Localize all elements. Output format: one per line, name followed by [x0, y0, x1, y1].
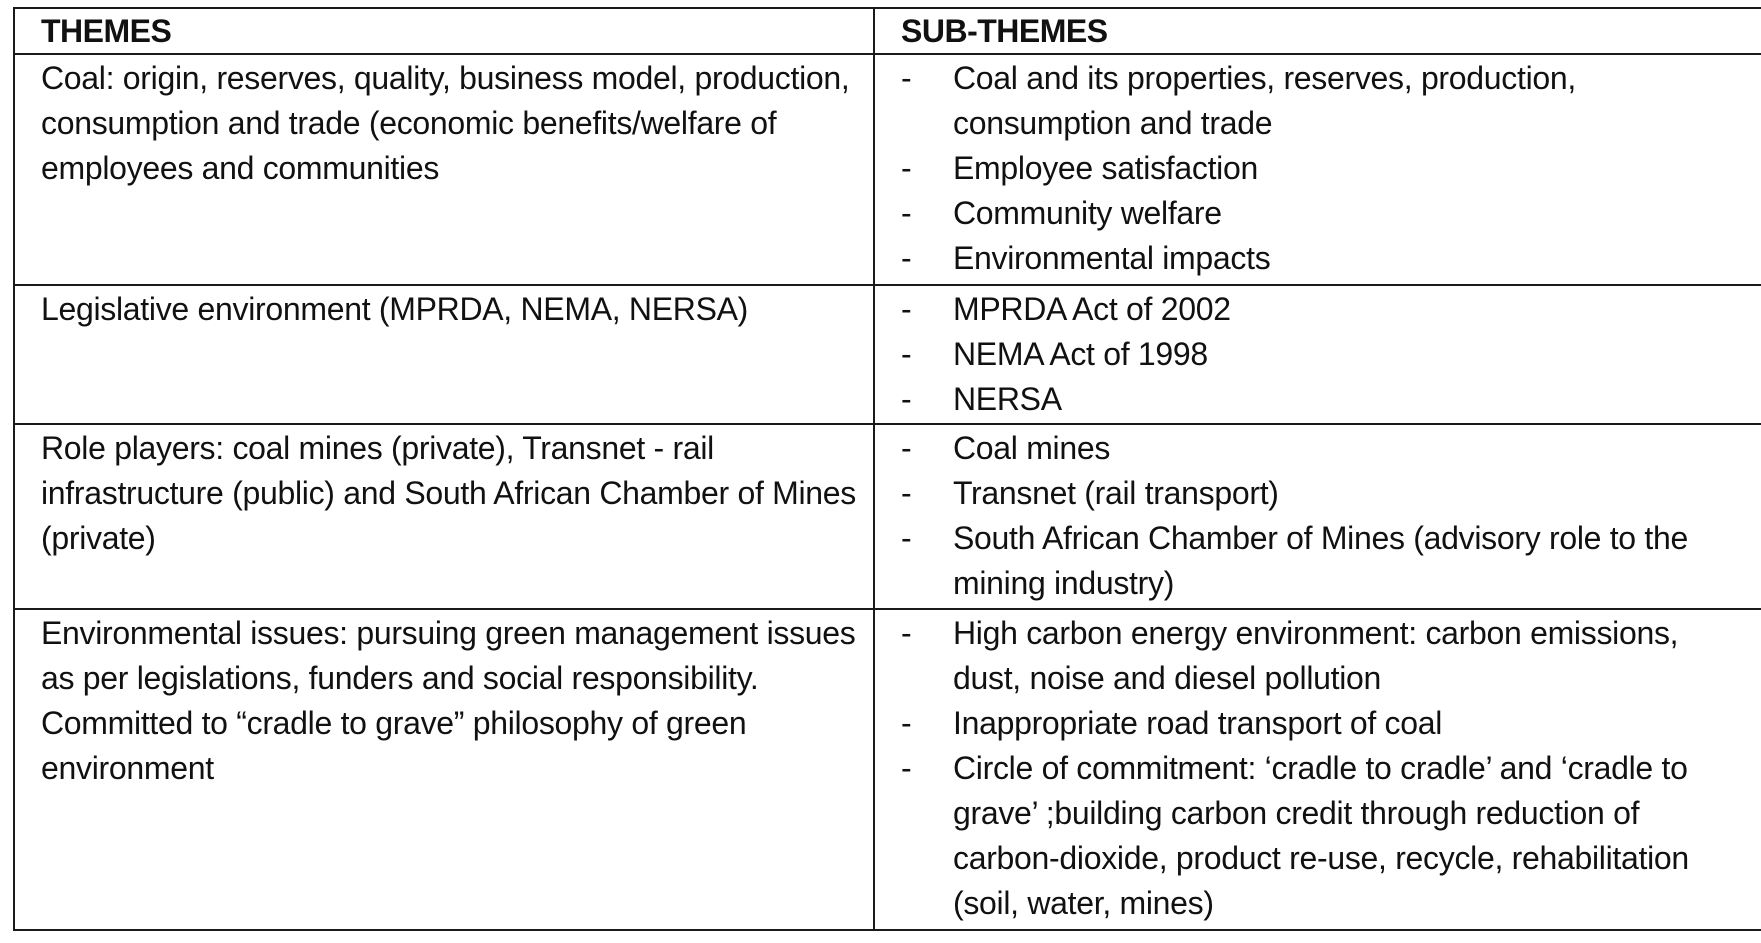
sub-themes-cell — [874, 54, 1761, 285]
list-item — [875, 426, 1749, 471]
bullet-dash: - — [901, 430, 912, 466]
sub-themes-list — [875, 56, 1749, 281]
list-item — [875, 191, 1749, 236]
sub-theme-text: Inappropriate road transport of coal — [953, 705, 1443, 741]
table-row — [14, 424, 1761, 609]
theme-cell: Environmental issues: pursuing green management issues as per legislations, funders and social responsibility. Committed to “cradle to grave” philosophy of green environment — [14, 609, 874, 930]
sub-theme-text: South African Chamber of Mines (advisory role to the mining industry) — [953, 520, 1688, 601]
sub-themes-list — [875, 611, 1749, 926]
table-row — [14, 54, 1761, 285]
sub-theme-text: Coal mines — [953, 430, 1111, 466]
list-item — [875, 377, 1749, 422]
list-item — [875, 611, 1749, 701]
sub-theme-text: Circle of commitment: ‘cradle to cradle’ and ‘cradle to grave’ ;building carbon credit through reduction of carbon-dioxide, product re-use, recycle, rehabilitation (soil, water, mines) — [953, 750, 1689, 921]
sub-themes-list — [875, 287, 1749, 422]
list-item — [875, 56, 1749, 146]
sub-theme-text: NERSA — [953, 381, 1062, 417]
list-item — [875, 146, 1749, 191]
sub-theme-text: High carbon energy environment: carbon emissions, dust, noise and diesel pollution — [953, 615, 1679, 696]
bullet-dash: - — [901, 195, 912, 231]
list-item — [875, 471, 1749, 516]
bullet-dash: - — [901, 291, 912, 327]
list-item — [875, 332, 1749, 377]
sub-themes-column-header: SUB-THEMES — [874, 8, 1761, 54]
bullet-dash: - — [901, 705, 912, 741]
theme-cell: Coal: origin, reserves, quality, business model, production, consumption and trade (economic benefits/welfare of employees and communities — [14, 54, 874, 285]
sub-theme-text: Employee satisfaction — [953, 150, 1258, 186]
bullet-dash: - — [901, 615, 912, 651]
sub-themes-list — [875, 426, 1749, 606]
bullet-dash: - — [901, 381, 912, 417]
bullet-dash: - — [901, 150, 912, 186]
sub-theme-text: Transnet (rail transport) — [953, 475, 1279, 511]
themes-table — [13, 7, 1761, 931]
bullet-dash: - — [901, 520, 912, 556]
bullet-dash: - — [901, 475, 912, 511]
bullet-dash: - — [901, 60, 912, 96]
bullet-dash: - — [901, 336, 912, 372]
sub-theme-text: Environmental impacts — [953, 240, 1271, 276]
list-item — [875, 746, 1749, 926]
bullet-dash: - — [901, 240, 912, 276]
bullet-dash: - — [901, 750, 912, 786]
theme-cell: Legislative environment (MPRDA, NEMA, NERSA) — [14, 285, 874, 424]
table-header-row — [14, 8, 1761, 54]
sub-theme-text: NEMA Act of 1998 — [953, 336, 1208, 372]
table-row — [14, 285, 1761, 424]
list-item — [875, 516, 1749, 606]
sub-themes-cell — [874, 285, 1761, 424]
list-item — [875, 701, 1749, 746]
list-item — [875, 236, 1749, 281]
sub-theme-text: Coal and its properties, reserves, production, consumption and trade — [953, 60, 1576, 141]
list-item — [875, 287, 1749, 332]
sub-theme-text: MPRDA Act of 2002 — [953, 291, 1231, 327]
sub-themes-cell — [874, 424, 1761, 609]
sub-theme-text: Community welfare — [953, 195, 1222, 231]
themes-column-header: THEMES — [14, 8, 874, 54]
theme-cell: Role players: coal mines (private), Transnet - rail infrastructure (public) and South African Chamber of Mines (private) — [14, 424, 874, 609]
sub-themes-cell — [874, 609, 1761, 930]
table-row — [14, 609, 1761, 930]
